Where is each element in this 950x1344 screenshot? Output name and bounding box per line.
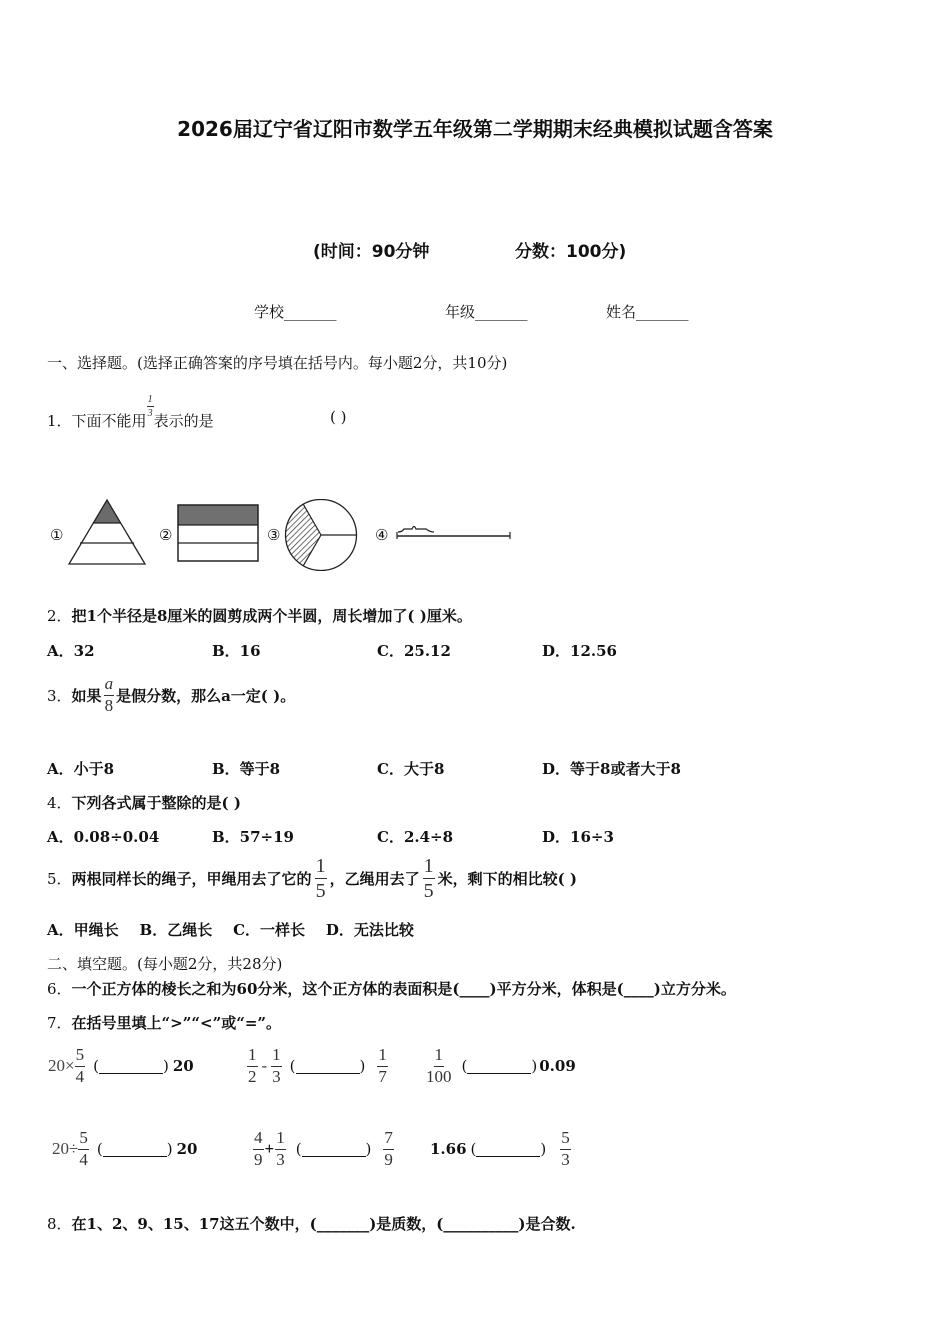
q2-option-a: A．32 — [47, 642, 95, 660]
q7-r2-fraction-b3: $\frac{7}{9}$ — [384, 1128, 393, 1169]
triangle-shaded-top — [93, 500, 121, 523]
section1-heading: 一、选择题。(选择正确答案的序号填在括号内。每小题2分，共10分) — [47, 354, 508, 372]
q2-option-d: D．12.56 — [542, 642, 617, 660]
q3-number: 3． — [47, 686, 72, 705]
q6-text: 一个正方体的棱长之和为60分米，这个正方体的表面积是(____)平方分米，体积是(____)立方分米。 — [71, 980, 736, 998]
q7-r1-fraction-c: $\frac{1}{100}$ — [426, 1045, 452, 1086]
question-2 — [47, 605, 472, 626]
q7-r2-blank-c[interactable] — [476, 1142, 540, 1157]
q7-r2-blank-b[interactable] — [302, 1142, 366, 1157]
q4-option-c: C．2.4÷8 — [377, 828, 454, 846]
question-8 — [47, 1213, 576, 1234]
figure-label-2: ② — [159, 526, 173, 544]
question-7 — [47, 1012, 281, 1033]
q7-r1-blank-a[interactable] — [99, 1059, 163, 1074]
q7-r1-blank-c[interactable] — [467, 1059, 531, 1074]
q6-number: 6． — [47, 980, 72, 998]
figure-label-1: ① — [50, 526, 64, 544]
q7-r1-fraction-b3: $\frac{1}{7}$ — [378, 1045, 387, 1086]
q7-r1-fraction-b1: $\frac{1}{2}$ — [248, 1045, 257, 1086]
q1-answer-paren: ( ) — [330, 408, 347, 426]
q7-row2-item-c: 1.66 ( ) $\frac{5}{3}$ — [430, 1128, 570, 1169]
grade-field: 年级_______ — [445, 303, 528, 321]
q4-option-d: D．16÷3 — [542, 828, 614, 846]
q5-number: 5． — [47, 870, 72, 888]
q2-number: 2． — [47, 607, 72, 625]
q5-post: 米，剩下的相比较( ) — [437, 870, 577, 888]
q1-post: 表示的是 — [153, 412, 214, 430]
q8-number: 8． — [47, 1215, 72, 1233]
page-title: 2026届辽宁省辽阳市数学五年级第二学期期末经典模拟试题含答案 — [177, 117, 773, 141]
q3-post: 是假分数，那么a一定( )。 — [116, 686, 296, 705]
q4-option-b: B．57÷19 — [212, 828, 294, 846]
section2-heading: 二、填空题。(每小题2分，共28分) — [47, 955, 283, 973]
q7-r1-fraction-b2: $\frac{1}{3}$ — [272, 1045, 281, 1086]
segment-brace — [398, 527, 434, 533]
exam-score: 分数：100分) — [515, 242, 627, 262]
question-5 — [47, 855, 577, 902]
q7-number: 7． — [47, 1014, 72, 1032]
q7-row2-item-a: 20 ÷ $\frac{5}{4}$ ( ) 20 — [52, 1128, 198, 1169]
q7-row1-item-b: $\frac{1}{2}$ - $\frac{1}{3}$ ( ) $\frac{1}{7}$ — [248, 1045, 387, 1086]
figure-label-4: ④ — [375, 526, 389, 544]
q7-r2-fraction-c: $\frac{5}{3}$ — [561, 1128, 570, 1169]
q7-row2-item-b: $\frac{4}{9}$ + $\frac{1}{3}$ ( ) $\frac{7}{9}$ — [254, 1128, 393, 1169]
q3-option-d: D．等于8或者大于8 — [542, 760, 681, 778]
q5-fraction-2: $\frac{1}{5}$ — [423, 855, 434, 902]
q4-option-a: A．0.08÷0.04 — [47, 828, 160, 846]
q2-text: 把1个半径是8厘米的圆剪成两个半圆，周长增加了( )厘米。 — [71, 607, 472, 625]
triangle-figure — [66, 496, 148, 568]
q1-fraction: $\frac{1}{3}$ — [147, 394, 153, 419]
q3-option-b: B．等于8 — [212, 760, 281, 778]
q2-option-c: C．25.12 — [377, 642, 451, 660]
q1-number: 1． — [47, 412, 72, 430]
q5-options: A．甲绳长 B．乙绳长 C．一样长 D．无法比较 — [47, 921, 414, 939]
circle-figure — [284, 499, 360, 571]
question-1 — [47, 394, 214, 433]
q5-fraction-1: $\frac{1}{5}$ — [315, 855, 326, 902]
q3-fraction: $\frac{a}{8}$ — [104, 674, 114, 715]
q8-text: 在1、2、9、15、17这五个数中，(_______)是质数，(__________)是合数. — [71, 1215, 576, 1233]
q4-number: 4． — [47, 794, 72, 812]
question-6 — [47, 978, 736, 999]
question-3 — [47, 675, 295, 715]
q7-r2-fraction-b2: $\frac{1}{3}$ — [276, 1128, 285, 1169]
q3-pre: 如果 — [71, 686, 102, 705]
q7-r1-blank-b[interactable] — [296, 1059, 360, 1074]
q7-r2-fraction-a: $\frac{5}{4}$ — [79, 1128, 88, 1169]
q3-option-c: C．大于8 — [377, 760, 445, 778]
exam-time: (时间：90分钟 — [313, 242, 430, 262]
q2-option-b: B．16 — [212, 642, 261, 660]
rectangle-figure — [176, 502, 260, 564]
q3-option-a: A．小于8 — [47, 760, 115, 778]
q5-pre: 两根同样长的绳子，甲绳用去了它的 — [71, 870, 312, 888]
q4-text: 下列各式属于整除的是( ) — [71, 794, 241, 812]
q7-row1-item-a: 20 × $\frac{5}{4}$ ( ) 20 — [48, 1045, 194, 1086]
circle-shaded-sector — [286, 504, 321, 565]
q7-r1-fraction-a: $\frac{5}{4}$ — [75, 1045, 85, 1086]
school-field: 学校_______ — [254, 303, 337, 321]
q1-pre: 下面不能用 — [71, 412, 147, 430]
name-field: 姓名_______ — [606, 303, 689, 321]
q7-text: 在括号里填上“>”“<”或“=”。 — [71, 1014, 282, 1032]
q5-mid: ，乙绳用去了 — [329, 870, 420, 888]
q7-row1-item-c: $\frac{1}{100}$ ( ) 0.09 — [426, 1045, 576, 1086]
q7-r2-fraction-b1: $\frac{4}{9}$ — [254, 1128, 263, 1169]
rectangle-shaded-strip — [178, 505, 258, 525]
figure-label-3: ③ — [267, 526, 281, 544]
line-segment-figure — [394, 520, 514, 544]
question-4 — [47, 792, 241, 813]
q7-r2-blank-a[interactable] — [103, 1142, 167, 1157]
